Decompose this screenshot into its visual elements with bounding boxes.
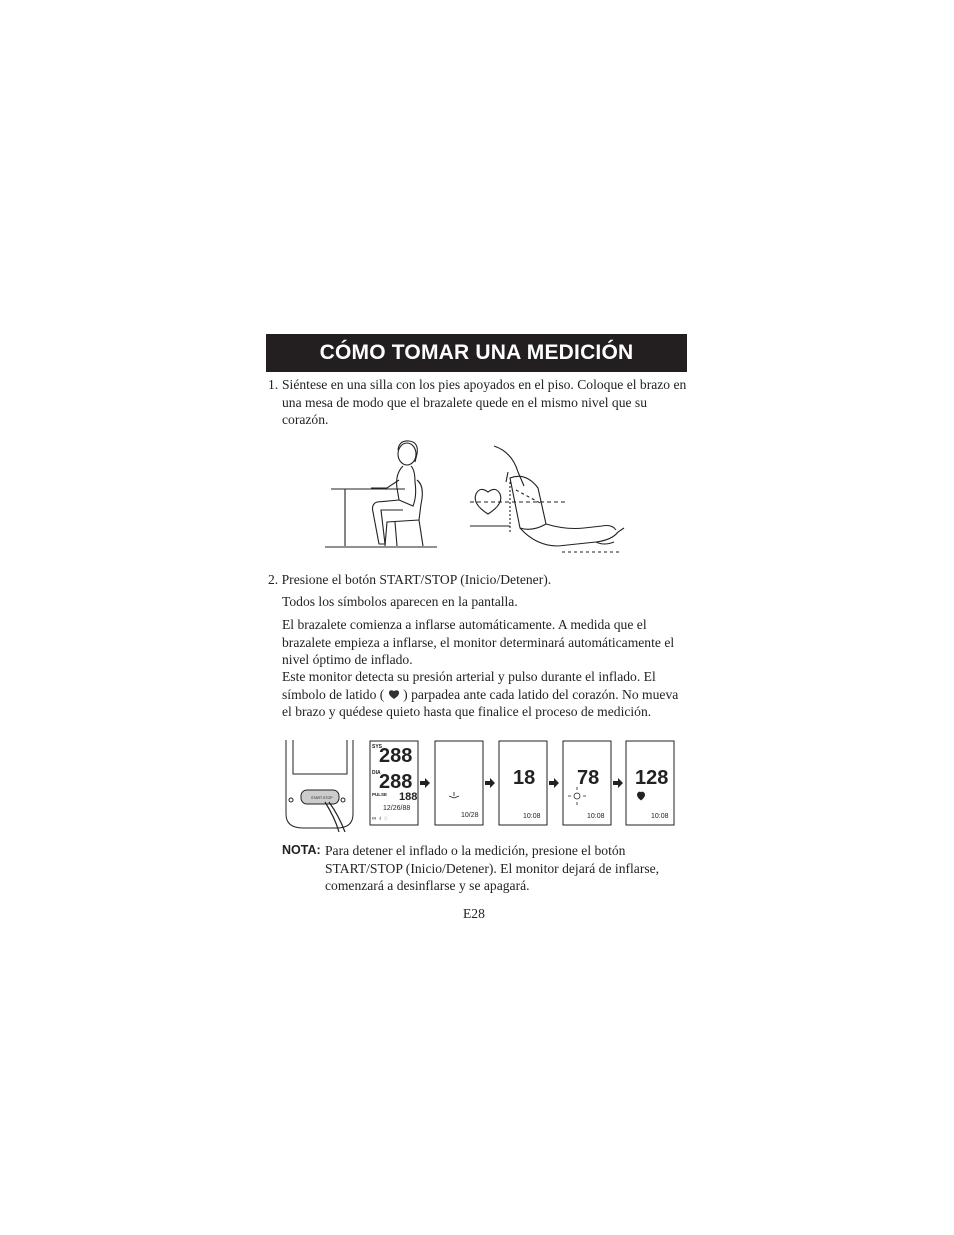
screen-3-value: 78	[577, 767, 600, 789]
screen-3-time: 10:08	[587, 813, 605, 820]
arrow-icon	[485, 778, 495, 788]
display-sequence	[283, 738, 681, 832]
dia-value: 288	[379, 771, 413, 793]
pulse-value: 188	[399, 791, 418, 803]
heartbeat-icon	[388, 689, 400, 700]
step-2-text: Presione el botón START/STOP (Inicio/Detener).	[281, 572, 552, 587]
step-1-text: Siéntese en una silla con los pies apoyados en el piso. Coloque el brazo en una mesa de modo que el brazalete quede en el mismo nivel que su corazón.	[282, 377, 687, 428]
heartbeat-icon	[449, 792, 459, 798]
monitor-device	[286, 740, 353, 832]
step-2-number: 2.	[268, 572, 279, 587]
screen-2-value: 18	[513, 767, 536, 789]
symbols-row: ∞ ♁ ◌	[372, 816, 388, 822]
heartbeat-icon	[637, 792, 644, 800]
step-2-paragraph-1: Todos los símbolos aparecen en la pantalla.	[282, 594, 518, 609]
note-label: NOTA:	[282, 843, 321, 857]
date-value: 12/26/88	[383, 805, 411, 812]
step-2-paragraph-2: El brazalete comienza a inflarse automáticamente. A medida que el brazalete empieza a inflarse, el monitor determinará automáticamente el nivel óptimo de inflado.	[282, 617, 675, 668]
screen-2-time: 10:08	[523, 813, 541, 820]
step-1-number: 1.	[268, 377, 279, 392]
step-2-paragraph-3-before: Este monitor detecta su presión arterial y pulso durante el inflado. El símbolo de latido (	[282, 669, 656, 702]
pulse-label: PULSE	[372, 792, 388, 797]
arm-cuff-heart-level-illustration	[466, 442, 638, 558]
step-2-paragraph-3	[282, 668, 687, 721]
note-text: Para detener el inflado o la medición, presione el botón START/STOP (Inicio/Detener). El monitor dejará de inflarse, comenzará a desinflarse y se apagará.	[325, 843, 660, 894]
page-title: CÓMO TOMAR UNA MEDICIÓN	[266, 334, 687, 372]
note	[282, 842, 687, 895]
arrow-icon	[549, 778, 559, 788]
device-button-label: START STOP	[311, 796, 333, 800]
screen-1-time: 10/28	[461, 812, 479, 819]
screen-4-time: 10:08	[651, 813, 669, 820]
step-2-paragraph-3-after: ) parpadea ante cada latido del corazón. No mueva el brazo y quédese quieto hasta que finalice el proceso de medición.	[282, 686, 679, 720]
arrow-icon	[420, 778, 430, 788]
page-number: E28	[463, 906, 485, 921]
sys-value: 288	[379, 745, 413, 767]
dia-label: DIA	[372, 770, 381, 776]
screen-4-value: 128	[635, 767, 669, 789]
sys-label: SYS	[372, 744, 383, 750]
step-2-heading	[268, 571, 551, 589]
arrow-icon	[613, 778, 623, 788]
step-1	[268, 376, 688, 429]
heartbeat-icon	[568, 787, 586, 805]
seated-person-illustration	[325, 436, 445, 550]
